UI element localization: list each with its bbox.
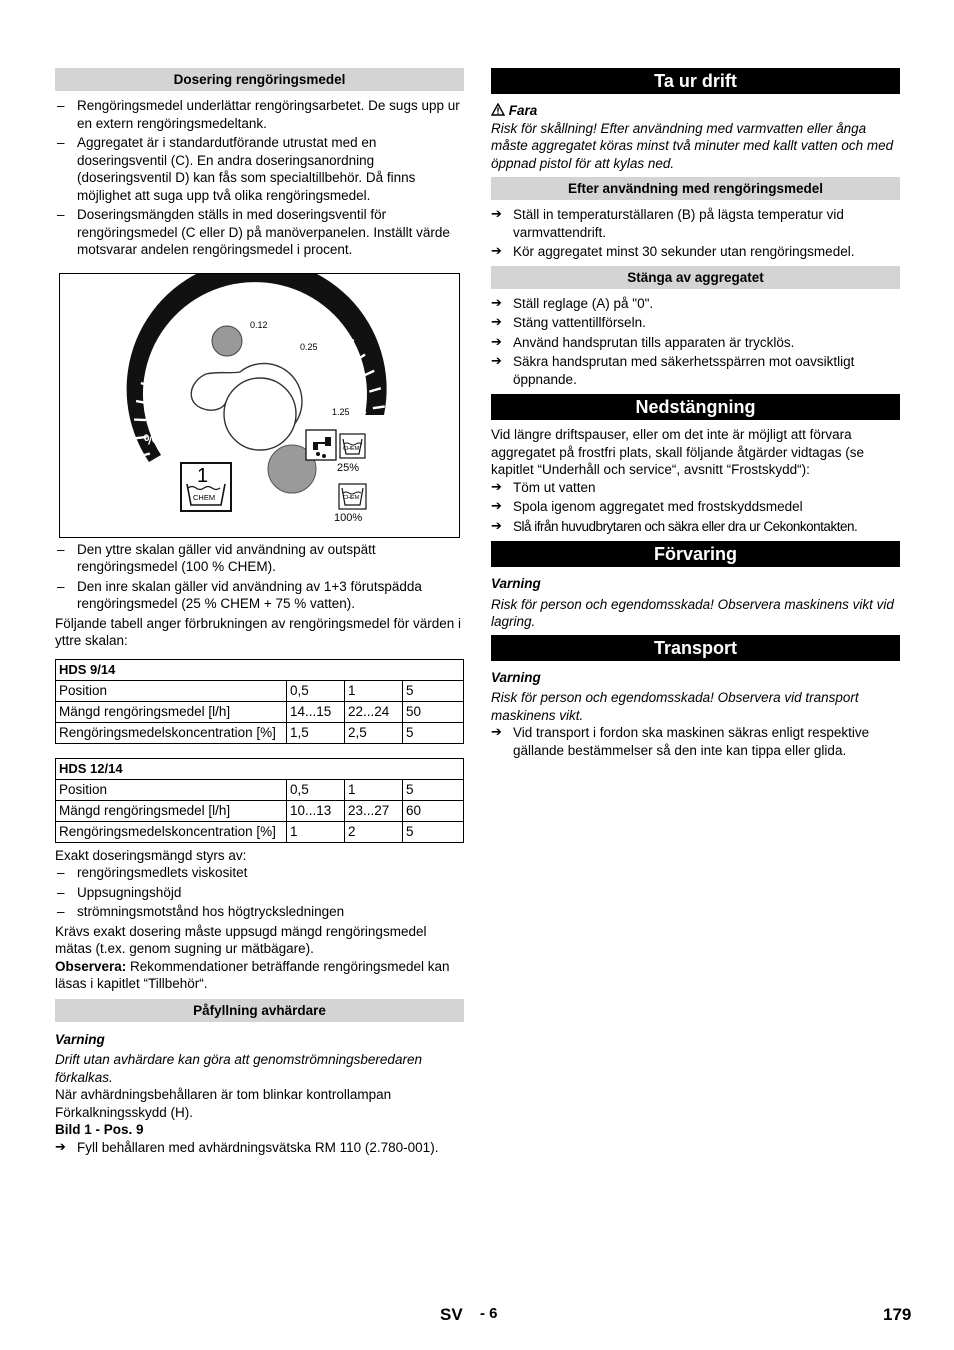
step-item: ➔ Spola igenom aggregatet med frostskyddsmedel bbox=[491, 498, 900, 516]
chem-label: CHEM bbox=[193, 492, 216, 502]
step-item: ➔ Kör aggregatet minst 30 sekunder utan rengöringsmedel. bbox=[491, 243, 900, 261]
table-title: HDS 9/14 bbox=[56, 659, 464, 680]
forvaring-varning-label: Varning bbox=[491, 576, 541, 591]
inner-scale-025-label: 0.25 bbox=[300, 341, 318, 352]
heading-efter: Efter användning med rengöringsmedel bbox=[491, 177, 900, 200]
dosing-dial-illustration bbox=[60, 274, 459, 537]
heading-avhardare: Påfyllning avhärdare bbox=[55, 999, 464, 1022]
tap-icon bbox=[306, 430, 336, 460]
note-label: Observera: bbox=[55, 958, 127, 974]
left-column bbox=[55, 68, 464, 1158]
list-item: – Aggregatet är i standardutförande utrustat med en doseringsventil (C). En andra doseringsanordning (doseringsventil D) kan fås som specialtillbehör. Då finns möjlighet att suga upp två olika rengöringsmedel. bbox=[55, 134, 464, 204]
footer-page-number: 179 bbox=[883, 1305, 912, 1324]
nedstangning-text: Vid längre driftspauser, eller om det inte är möjligt att förvara aggregatet på frostfri plats, skall följande åtgärder vidtagas (se kapitlet “Underhåll och service“, avsnitt “Frostskydd“): bbox=[491, 427, 864, 477]
scale-tick bbox=[148, 365, 159, 371]
heading-forvaring: Förvaring bbox=[491, 541, 900, 567]
right-column bbox=[491, 68, 900, 761]
varning-text: Drift utan avhärdare kan göra att genomströmningsberedaren förkalkas. bbox=[55, 1052, 422, 1085]
table-hds-12-14 bbox=[55, 758, 464, 843]
scale-tick bbox=[271, 298, 272, 310]
list-item: – Rengöringsmedel underlättar rengöringsarbetet. De sugs upp ur en extern rengöringsmedeltank. bbox=[55, 97, 464, 132]
percent-label: % bbox=[142, 428, 160, 449]
scale-tick bbox=[319, 315, 325, 325]
table-row: Rengöringsmedelskoncentration [%] 1,5 2,5 5 bbox=[56, 722, 464, 743]
chem-label-100: CHEM bbox=[343, 494, 360, 501]
inner-scale-125-label: 1.25 bbox=[332, 406, 350, 417]
transport-text: Risk för person och egendomsskada! Observera vid transport maskinens vikt. bbox=[491, 690, 859, 723]
note bbox=[55, 958, 464, 993]
step-item: ➔ Fyll behållaren med avhärdningsvätska RM 110 (2.780-001). bbox=[55, 1139, 464, 1157]
scale-1-label: 1 bbox=[325, 325, 331, 337]
table-row: Mängd rengöringsmedel [l/h] 14...15 22...24 50 bbox=[56, 701, 464, 722]
list-item: – Den yttre skalan gäller vid användning av outspätt rengöringsmedel (100 % CHEM). bbox=[55, 541, 464, 576]
table-row: Mängd rengöringsmedel [l/h] 10...13 23...27 60 bbox=[56, 800, 464, 821]
fara-label: Fara bbox=[508, 103, 538, 118]
table-intro: Följande tabell anger förbrukningen av rengöringsmedel för värden i yttre skalan: bbox=[55, 615, 461, 648]
heading-transport: Transport bbox=[491, 635, 900, 661]
heading-nedstangning: Nedstängning bbox=[491, 394, 900, 420]
scale-05-label: 0.5 bbox=[253, 302, 267, 314]
step-item: ➔ Säkra handsprutan med säkerhetsspärren mot oavsiktligt öppnande. bbox=[491, 353, 900, 388]
scale-tick bbox=[288, 301, 291, 313]
scale-tick bbox=[158, 349, 168, 356]
note-text: Rekommendationer beträffande rengöringsmedel kan läsas i kapitlet “Tillbehör“. bbox=[55, 958, 450, 991]
footer-section: - 6 bbox=[480, 1305, 498, 1322]
scale-tick bbox=[184, 323, 191, 333]
step-item: ➔ Slå ifrån huvudbrytaren och säkra eller dra ur Cekonkontakten. bbox=[491, 518, 900, 536]
table-row: Rengöringsmedelskoncentration [%] 1 2 5 bbox=[56, 821, 464, 842]
forvaring-text: Risk för person och egendomsskada! Observera maskinens vikt vid lagring. bbox=[491, 596, 894, 629]
figure-reference: Bild 1 - Pos. 9 bbox=[55, 1122, 144, 1137]
heading-ta-ur-drift: Ta ur drift bbox=[491, 68, 900, 94]
fara-text: Risk för skållning! Efter användning med varmvatten eller ånga måste aggregatet köras minst två minuter med kallt vatten och med öppnad pistol för att kylas ned. bbox=[491, 120, 894, 171]
scale-tick bbox=[373, 406, 385, 408]
table-hds-9-14 bbox=[55, 659, 464, 744]
list-item: – Den inre skalan gäller vid användning av 1+3 förutspädda rengöringsmedel (25 % CHEM + 75 % vatten). bbox=[55, 578, 464, 613]
fara-heading bbox=[491, 102, 900, 120]
heading-stanga: Stänga av aggregatet bbox=[491, 266, 900, 289]
list-item: – Uppsugningshöjd bbox=[55, 884, 464, 902]
warning-triangle-icon bbox=[491, 103, 505, 116]
table-title: HDS 12/14 bbox=[56, 758, 464, 779]
exakt-intro: Exakt doseringsmängd styrs av: bbox=[55, 847, 247, 863]
exakt-text: Krävs exakt dosering måste uppsugd mängd rengöringsmedel mätas (t.ex. genom sugning ur mätbägare). bbox=[55, 923, 427, 956]
list-item: – rengöringsmedlets viskositet bbox=[55, 864, 464, 882]
step-item: ➔ Ställ reglage (A) på "0". bbox=[491, 295, 900, 313]
list-item: – Doseringsmängden ställs in med doseringsventil för rengöringsmedel (C eller D) på manöverpanelen. Inställt värde motsvarar andelen rengöringsmedel i procent. bbox=[55, 206, 464, 259]
scale-tick bbox=[200, 313, 206, 324]
tank-number-label: 1 bbox=[197, 464, 209, 487]
scale-tick bbox=[235, 300, 237, 312]
table-row: Position 0,5 1 5 bbox=[56, 779, 464, 800]
avhardare-text: När avhärdningsbehållaren är tom blinkar kontrollampan Förkalkningsskydd (H). bbox=[55, 1087, 392, 1120]
heading-dosering: Dosering rengöringsmedel bbox=[55, 68, 464, 91]
list-item: – strömningsmotstånd hos högtrycksledningen bbox=[55, 903, 464, 921]
table-row: Position 0,5 1 5 bbox=[56, 680, 464, 701]
step-item: ➔ Vid transport i fordon ska maskinen säkras enligt respektive gällande bestämmelser så den inte kan tippa eller glida. bbox=[491, 724, 900, 759]
step-item: ➔ Töm ut vatten bbox=[491, 479, 900, 497]
footer-language: SV bbox=[440, 1305, 463, 1324]
chem-label-25: CHEM bbox=[343, 445, 360, 452]
transport-varning-label: Varning bbox=[491, 669, 541, 685]
step-item: ➔ Använd handsprutan tills apparaten är trycklös. bbox=[491, 334, 900, 352]
step-item: ➔ Stäng vattentillförseln. bbox=[491, 314, 900, 332]
scale-5-label: 5 bbox=[361, 406, 367, 418]
label-100-percent: 100% bbox=[334, 511, 363, 524]
scale-tick bbox=[345, 339, 354, 347]
step-item: ➔ Ställ in temperaturställaren (B) på lägsta temperatur vid varmvattendrift. bbox=[491, 206, 900, 241]
label-25-percent: 25% bbox=[337, 461, 360, 474]
dosing-dial-figure bbox=[59, 273, 460, 538]
scale-tick bbox=[217, 305, 221, 316]
inner-scale-012-label: 0.12 bbox=[250, 319, 268, 330]
scale-tick bbox=[333, 326, 341, 335]
scale-tick bbox=[170, 335, 179, 343]
scale-tick bbox=[304, 307, 309, 318]
varning-label: Varning bbox=[55, 1031, 105, 1047]
scale-0-label: 0 bbox=[150, 406, 156, 418]
